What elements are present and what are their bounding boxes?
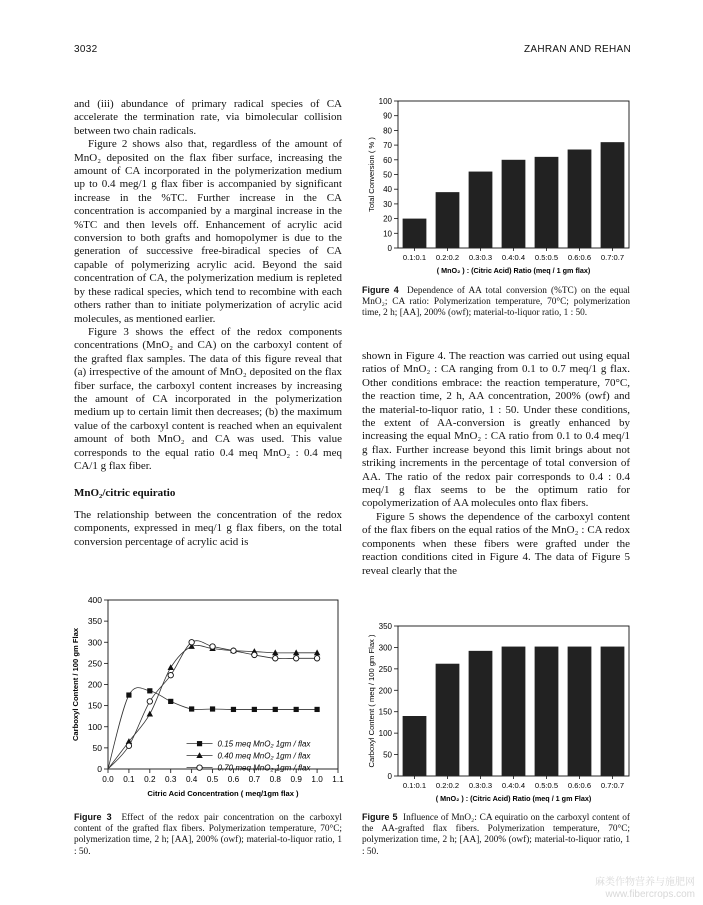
x-axis-label: ( MnO₂ ) : (Citric Acid) Ratio (meq / 1 gm Flax) — [435, 794, 592, 803]
x-tick-label: 0.7:0.7 — [600, 253, 625, 262]
x-tick-label: 0.7:0.7 — [600, 781, 625, 790]
figure-3-chart — [68, 592, 346, 804]
y-tick-label: 60 — [383, 155, 392, 165]
y-tick-label: 200 — [378, 686, 392, 696]
figure-5-chart — [362, 618, 637, 804]
bar — [403, 716, 427, 776]
data-point — [293, 649, 299, 655]
y-tick-label: 80 — [383, 126, 392, 136]
figure-5-label: Figure 5 — [362, 812, 398, 822]
x-tick-label: 0.3:0.3 — [468, 253, 493, 262]
x-tick-label: 1.0 — [311, 775, 323, 784]
bar — [502, 647, 526, 776]
y-tick-label: 0 — [387, 772, 392, 781]
figure-5-caption-text: Influence of MnO₂: CA equiratio on the carboxyl content of the AA-grafted flax fibers. Polymerization temperature, 70°C; polymerization time, 2 h; [AA], 200% (owf); material-to-liquor ratio, 1 : 50. — [362, 813, 630, 857]
watermark-line-1: 麻类作物营养与施肥网 — [595, 877, 695, 888]
legend-entry: 0.40 meq MnO₂ 1gm / flax — [217, 751, 311, 761]
bar — [535, 157, 559, 248]
data-point — [252, 707, 257, 712]
figure-4-label: Figure 4 — [362, 285, 399, 295]
y-tick-label: 350 — [87, 616, 102, 627]
y-axis-label: Total Conversion ( % ) — [367, 137, 376, 212]
bar — [568, 150, 592, 248]
figure-4-chart — [362, 92, 637, 277]
y-tick-label: 50 — [92, 742, 102, 753]
x-tick-label: 0.1:0.1 — [402, 781, 427, 790]
data-point — [197, 765, 202, 770]
series-line — [108, 641, 317, 769]
x-tick-label: 0.8 — [269, 775, 281, 784]
data-point — [126, 692, 131, 697]
y-tick-label: 300 — [87, 637, 102, 648]
x-tick-label: 0.2:0.2 — [435, 253, 460, 262]
right-para-1: shown in Figure 4. The reaction was carried out using equal ratios of MnO₂ : CA ranging from 0.1 to 0.7 meq/1 g flax. Other conditions embrace: the reaction temperature, 70°C, the reaction time, 2 h, AA concentration, 200% (owf) and the material-to-liquor ratio, 1 : 50. Under these conditions, the extent of AA-conversion is greatly enhanced by increasing the equal MnO₂ : CA ratio from 0.1 to 0.4 meq/1 g flax. Further increase beyond this limit brings about not striking increments in the percentage of total conversion of AA. The ratio of the redox pair corresponds to 0.4 : 0.4 meq/1 g flax seems to be the optimum ratio for copolymerization of AA molecules onto flax fibers. — [362, 350, 630, 510]
data-point — [147, 688, 152, 693]
y-tick-label: 400 — [87, 595, 102, 605]
y-tick-label: 50 — [383, 170, 392, 180]
y-tick-label: 100 — [87, 721, 102, 732]
legend-entry: 0.15 meq MnO₂ 1gm / flax — [217, 739, 311, 749]
running-title: ZAHRAN AND REHAN — [523, 44, 631, 55]
x-tick-label: 0.7 — [248, 775, 261, 784]
bar — [502, 160, 526, 248]
y-tick-label: 100 — [378, 729, 392, 739]
right-para-2: Figure 5 shows the dependence of the carboxyl content of the flax fibers on the equal ratios of the MnO₂ : CA redox components when these fibers were grafted under the reaction conditions cited in Figure 4. The data of Figure 5 reveal clearly that the — [362, 510, 630, 577]
x-tick-label: 0.5 — [206, 775, 219, 784]
figure-4-caption — [362, 285, 630, 320]
x-tick-label: 0.4:0.4 — [501, 253, 526, 262]
y-tick-label: 90 — [383, 111, 392, 121]
data-point — [197, 741, 202, 746]
bar — [568, 647, 592, 776]
left-para-2: Figure 2 shows also that, regardless of the amount of MnO₂ deposited on the flax fiber surface, increasing the amount of CA incorporated in the polymerization medium up to 0.4 meg/1 g flax fiber is accompanied by significant increase in the %TC. Further increase in the CA concentration is accompanied by a marginal increase in the %TC and then levels off. Enhancement of acrylic acid conversion to both grafts and homopolymer is due to the generation of successive free-biradical species of CA capable of polymerizing acrylic acid. Beyond the said concentration of CA, the polymerization medium is repleted by these radical species, which tend to recombine with each others rather than to initiate polymerization of acrylic acid molecules, as mentioned earlier. — [74, 138, 342, 325]
data-point — [272, 649, 278, 655]
bar — [601, 647, 625, 776]
data-point — [168, 664, 174, 670]
bar — [436, 664, 460, 776]
left-para-4: The relationship between the concentration of the redox components, expressed in meq/1 g flax fibers, on the total conversion percentage of acrylic acid is — [74, 508, 342, 548]
data-point — [196, 752, 202, 758]
y-tick-label: 350 — [378, 622, 392, 631]
data-point — [147, 699, 152, 704]
data-point — [273, 656, 278, 661]
y-tick-label: 50 — [383, 750, 392, 760]
page-number: 3032 — [74, 44, 98, 55]
bar — [403, 219, 427, 248]
y-tick-label: 70 — [383, 141, 392, 151]
bar — [469, 172, 493, 248]
data-point — [189, 706, 194, 711]
x-tick-label: 0.5:0.5 — [534, 253, 559, 262]
x-tick-label: 0.0 — [102, 775, 114, 784]
x-tick-label: 0.1 — [123, 775, 135, 784]
figure-4-caption-text: Dependence of AA total conversion (%TC) on the equal MnO₂; CA ratio: Polymerization temperature, 70°C; polymerization time, 2 h; [AA], 200% (owf); material-to-liquor ratio, 1 : 50. — [362, 286, 630, 319]
y-tick-label: 10 — [383, 229, 392, 239]
x-tick-label: 0.4 — [185, 775, 198, 784]
x-tick-label: 0.4:0.4 — [501, 781, 526, 790]
data-point — [314, 656, 319, 661]
y-tick-label: 200 — [87, 679, 102, 690]
x-tick-label: 0.2 — [144, 775, 156, 784]
data-point — [126, 743, 131, 748]
x-tick-label: 0.3:0.3 — [468, 781, 493, 790]
left-para-3: Figure 3 shows the effect of the redox components concentrations (MnO₂ and CA) on the carboxyl content of the grafted flax samples. The data of this figure reveal that (a) irrespective of the amount of MnO₂ deposited on the flax fiber surface, the carboxyl content increases by increasing the amount of CA incorporated in the polymerization medium up to certain limit then decreases; (b) the maximum value of the carboxyl content is reached when an equivalent amount of both MnO₂ and CA was used. This value corresponds to the equal ratio 0.4 meq MnO₂ : 0.4 meq CA/1 g flax fiber. — [74, 325, 342, 472]
x-tick-label: 0.6:0.6 — [567, 781, 592, 790]
x-axis-label: ( MnO₂ ) : (Citric Acid) Ratio (meq / 1 gm flax) — [436, 266, 591, 275]
x-tick-label: 0.6:0.6 — [567, 253, 592, 262]
y-tick-label: 250 — [87, 658, 102, 669]
bar — [601, 142, 625, 248]
section-heading: MnO₂/citric equiratio — [74, 487, 176, 500]
y-tick-label: 0 — [97, 764, 102, 774]
y-tick-label: 150 — [378, 707, 392, 717]
watermark-line-2: www.fibercrops.com — [605, 889, 695, 900]
y-tick-label: 40 — [383, 185, 392, 195]
bar — [535, 647, 559, 776]
x-tick-label: 0.6 — [227, 775, 240, 784]
left-para-1: and (iii) abundance of primary radical species of CA accelerate the termination rate, via bimolecular collision between two chain radicals. — [74, 98, 342, 137]
x-tick-label: 1.1 — [332, 775, 344, 784]
x-axis-label: Citric Acid Concentration ( meq/1gm flax ) — [147, 789, 299, 798]
data-point — [314, 649, 320, 655]
y-tick-label: 150 — [87, 700, 102, 711]
right-column — [362, 350, 630, 578]
figure-5-caption — [362, 812, 630, 858]
data-point — [189, 640, 194, 645]
data-point — [231, 707, 236, 712]
left-column — [74, 98, 342, 549]
watermark — [595, 877, 695, 901]
y-tick-label: 30 — [383, 199, 392, 209]
data-point — [252, 652, 257, 657]
data-point — [231, 648, 236, 653]
bar — [469, 651, 493, 776]
data-point — [210, 706, 215, 711]
x-tick-label: 0.3 — [165, 775, 177, 784]
y-tick-label: 250 — [378, 664, 392, 674]
x-tick-label: 0.2:0.2 — [435, 781, 460, 790]
figure-3-label: Figure 3 — [74, 812, 112, 822]
data-point — [168, 673, 173, 678]
y-axis-label: Carboxyl Content ( meq / 100 gm Flax ) — [367, 634, 376, 768]
figure-3-caption — [74, 812, 342, 858]
y-tick-label: 100 — [378, 97, 392, 106]
data-point — [168, 699, 173, 704]
y-tick-label: 0 — [387, 244, 392, 253]
data-point — [294, 707, 299, 712]
data-point — [314, 707, 319, 712]
legend-entry: 0.70 meq MnO₂ 1gm / flax — [217, 763, 311, 773]
figure-3-caption-text: Effect of the redox pair concentration on the carboxyl content of the grafted flax fibers. Polymerization temperature, 70°C; polymerization time, 2 h; [AA], 200% (owf); material-to-liquor ratio, 1 : 50. — [74, 813, 342, 857]
data-point — [147, 711, 153, 717]
data-point — [273, 707, 278, 712]
x-tick-label: 0.9 — [290, 775, 302, 784]
x-tick-label: 0.5:0.5 — [534, 781, 559, 790]
x-tick-label: 0.1:0.1 — [402, 253, 427, 262]
y-axis-label: Carboxyl Content / 100 gm Flax — [71, 627, 80, 742]
data-point — [210, 644, 215, 649]
data-point — [293, 656, 298, 661]
y-tick-label: 300 — [378, 643, 392, 653]
bar — [436, 192, 460, 248]
y-tick-label: 20 — [383, 214, 392, 224]
